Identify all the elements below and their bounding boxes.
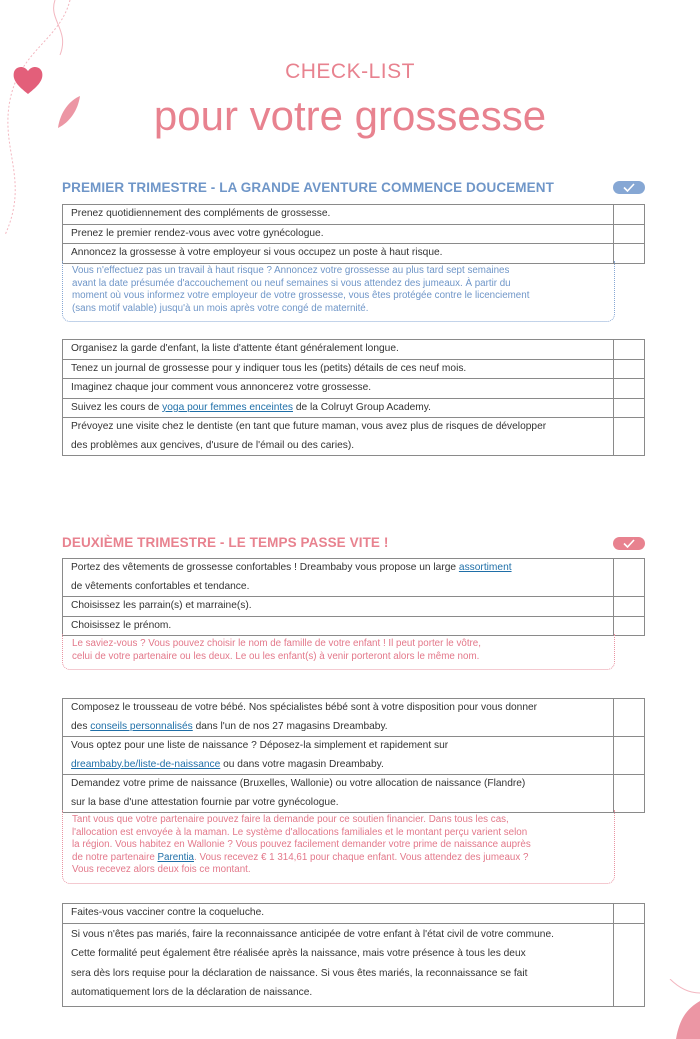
section-check-badge	[613, 181, 645, 194]
checkbox[interactable]	[614, 617, 645, 636]
checklist-row[interactable]: Choisissez les parrain(s) et marraine(s).	[62, 597, 645, 617]
checkbox[interactable]	[614, 205, 645, 224]
checkbox[interactable]	[614, 244, 645, 263]
checkbox[interactable]	[614, 379, 645, 398]
checklist-row[interactable]: Choisissez le prénom.	[62, 617, 645, 637]
checkbox[interactable]	[614, 399, 645, 418]
checkbox[interactable]	[614, 597, 645, 616]
section-heading-second-trimester: DEUXIÈME TRIMESTRE - LE TEMPS PASSE VITE !	[62, 535, 389, 550]
info-note: Vous n'effectuez pas un travail à haut risque ? Annoncez votre grossesse au plus tard sept semaines avant la date présumée d'accouchement ou neuf semaines si vous attendez des jumeaux. À partir du moment où vous informez votre employeur de votre grossesse, vous êtes protégée contre le licenciement (sans motif valable) jusqu'à un mois après votre congé de maternité.	[62, 261, 615, 322]
assortiment-link[interactable]: assortiment	[458, 562, 512, 573]
check-icon	[623, 183, 635, 192]
section-check-badge	[613, 537, 645, 550]
info-note: Tant vous que votre partenaire pouvez faire la demande pour ce soutien financier. Dans tous les cas, l'allocation est envoyée à la maman. Le système d'allocations familiales et le montant perçu varient selon la région. Vous habitez en Wallonie ? Vous pouvez facilement demander votre prime de naissance auprès de notre partenaire Parentia. Vous recevez € 1 314,61 pour chaque enfant. Vous attendez des jumeaux ? Vous recevez alors deux fois ce montant.	[62, 810, 615, 884]
checklist-table	[62, 339, 645, 456]
yoga-link[interactable]: yoga pour femmes enceintes	[162, 401, 293, 413]
checklist-table	[62, 903, 645, 1007]
checklist-row[interactable]: Prenez quotidiennement des compléments de grossesse.	[62, 205, 645, 225]
checkbox[interactable]	[614, 699, 645, 736]
checklist-table	[62, 558, 645, 636]
checkbox[interactable]	[614, 924, 645, 1006]
section-heading-first-trimester: PREMIER TRIMESTRE - LA GRANDE AVENTURE COMMENCE DOUCEMENT	[62, 180, 554, 195]
checklist-row[interactable]: Prenez le premier rendez-vous avec votre gynécologue.	[62, 225, 645, 245]
leaf-decoration	[660, 979, 700, 1039]
checklist-row[interactable]: Vous optez pour une liste de naissance ? Déposez-la simplement et rapidement sur dreambaby.be/liste-de-naissance ou dans votre magasin Dreambaby.	[62, 737, 645, 775]
info-note: Le saviez-vous ? Vous pouvez choisir le nom de famille de votre enfant ! Il peut porter le vôtre, celui de votre partenaire ou les deux. Le ou les enfant(s) à venir porteront alors le même nom.	[62, 634, 615, 670]
check-icon	[623, 539, 635, 548]
checklist-row[interactable]: Imaginez chaque jour comment vous annoncerez votre grossesse.	[62, 379, 645, 399]
checklist-row[interactable]: Composez le trousseau de votre bébé. Nos spécialistes bébé sont à votre disposition pour vous donner des conseils personnalisés dans l'un de nos 27 magasins Dreambaby.	[62, 699, 645, 737]
checklist-table	[62, 698, 645, 813]
checkbox[interactable]	[614, 775, 645, 812]
checklist-row[interactable]: Prévoyez une visite chez le dentiste (en tant que future maman, vous avez plus de risques de développer des problèmes aux gencives, d'usure de l'émail ou des caries).	[62, 418, 645, 456]
conseils-link[interactable]: conseils personnalisés	[90, 720, 193, 732]
checkbox[interactable]	[614, 340, 645, 359]
checklist-row[interactable]: Annoncez la grossesse à votre employeur si vous occupez un poste à haut risque.	[62, 244, 645, 264]
checklist-row[interactable]: Faites-vous vacciner contre la coqueluche.	[62, 904, 645, 924]
checklist-row[interactable]: Portez des vêtements de grossesse confortables ! Dreambaby vous propose un large assortiment de vêtements confortables et tendance.	[62, 559, 645, 597]
checklist-row[interactable]: Organisez la garde d'enfant, la liste d'attente étant généralement longue.	[62, 340, 645, 360]
title-checklist: CHECK-LIST	[285, 60, 415, 83]
checklist-row[interactable]: Tenez un journal de grossesse pour y indiquer tous les (petits) détails de ces neuf mois.	[62, 360, 645, 380]
checkbox[interactable]	[614, 360, 645, 379]
checkbox[interactable]	[614, 559, 645, 596]
parentia-link[interactable]: Parentia	[157, 851, 195, 863]
liste-naissance-link[interactable]: dreambaby.be/liste-de-naissance	[71, 758, 221, 770]
checklist-table	[62, 204, 645, 264]
checklist-row[interactable]: Demandez votre prime de naissance (Bruxelles, Wallonie) ou votre allocation de naissance (Flandre) sur la base d'une attestation fournie par votre gynécologue.	[62, 775, 645, 813]
checkbox[interactable]	[614, 225, 645, 244]
checklist-row[interactable]: Si vous n'êtes pas mariés, faire la reconnaissance anticipée de votre enfant à l'état civil de votre commune. Cette formalité peut également être réalisée après la naissance, mais votre présence à tous les deux sera dès lors requise pour la déclaration de naissance. Si vous êtes mariés, la reconnaissance se fait automatiquement lors de la déclaration de naissance.	[62, 924, 645, 1007]
checkbox[interactable]	[614, 737, 645, 774]
checklist-row[interactable]: Suivez les cours de yoga pour femmes enceintes de la Colruyt Group Academy.	[62, 399, 645, 419]
checkbox[interactable]	[614, 418, 645, 455]
checkbox[interactable]	[614, 904, 645, 923]
title-main: pour votre grossesse	[153, 92, 547, 139]
